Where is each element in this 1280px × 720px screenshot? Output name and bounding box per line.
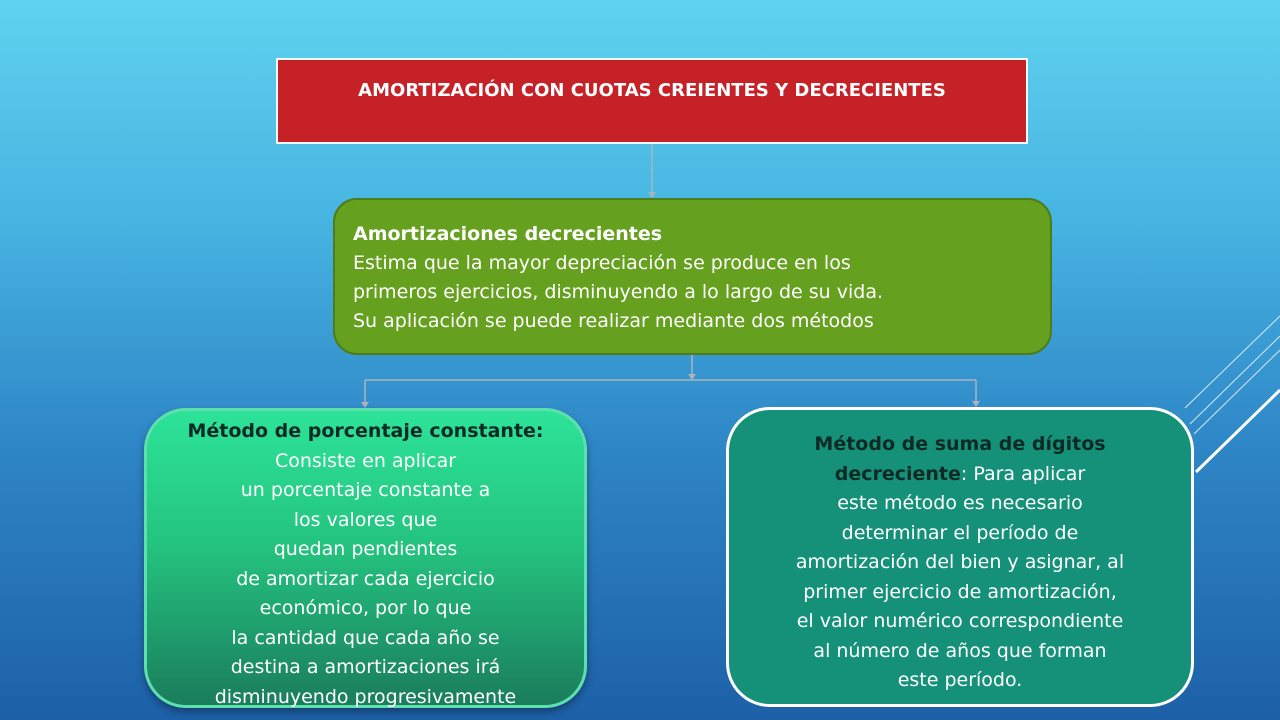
digit-sum-line: este período. <box>897 669 1023 691</box>
constant-percentage-line: disminuyendo progresivamente <box>214 685 517 708</box>
constant-percentage-line: la cantidad que cada año se <box>231 626 500 649</box>
arrowhead-green-down <box>688 374 696 380</box>
constant-percentage-line: de amortizar cada ejercicio <box>236 567 495 590</box>
decreasing-heading: Amortizaciones decrecientes <box>353 223 663 245</box>
digit-sum-line: al número de años que forman <box>813 639 1107 662</box>
digit-sum-heading-line2 <box>729 460 1191 490</box>
constant-percentage-line: económico, por lo que <box>259 597 472 619</box>
constant-percentage-line: quedan pendientes <box>273 538 458 560</box>
title-box <box>276 58 1028 144</box>
digit-sum-heading-cont: decreciente <box>834 462 961 485</box>
digit-sum-line: el valor numérico correspondiente <box>796 610 1124 632</box>
decreasing-line: Su aplicación se puede realizar mediante dos métodos <box>353 310 874 332</box>
digit-sum-line: este método es necesario <box>837 492 1083 514</box>
digit-sum-line: primer ejercicio de amortización, <box>803 580 1117 603</box>
decreasing-amortization-box <box>333 198 1052 355</box>
digit-sum-box <box>726 407 1194 707</box>
constant-percentage-line: Consiste en aplicar <box>274 449 457 472</box>
constant-percentage-line: destina a amortizaciones irá <box>230 656 501 678</box>
constant-percentage-box <box>144 408 587 708</box>
constant-percentage-line: un porcentaje constante a <box>240 479 491 501</box>
digit-sum-line: determinar el período de <box>841 521 1079 544</box>
digit-sum-heading: Método de suma de dígitos <box>814 433 1106 455</box>
digit-sum-colon: : <box>960 462 968 485</box>
decorative-diagonals <box>1185 316 1280 472</box>
decreasing-line: Estima que la mayor depreciación se produce en los <box>353 252 851 274</box>
title-text: AMORTIZACIÓN CON CUOTAS CREIENTES Y DECRECIENTES <box>358 80 946 101</box>
decreasing-line: primeros ejercicios, disminuyendo a lo largo de su vida. <box>353 281 884 303</box>
digit-sum-line: amortización del bien y asignar, al <box>795 551 1125 573</box>
constant-percentage-heading: Método de porcentaje constante: <box>187 420 544 442</box>
constant-percentage-line: los valores que <box>293 508 438 531</box>
digit-sum-line2-rest: Para aplicar <box>967 462 1086 485</box>
